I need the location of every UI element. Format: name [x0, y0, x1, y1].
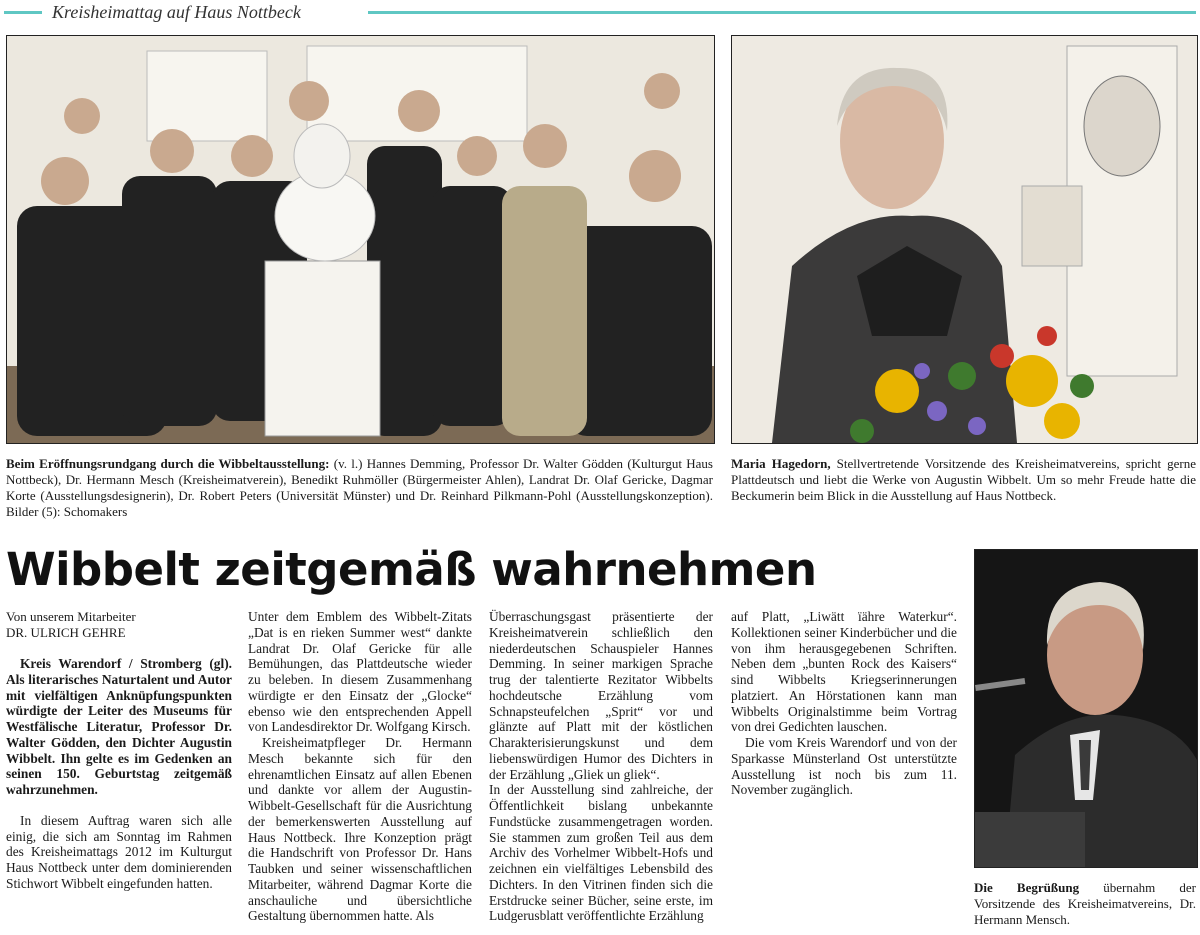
article-column-1 [6, 609, 232, 892]
group-caption-text: (v. l.) Hannes Demming, Professor Dr. Walter Gödden (Kulturgut Haus Nottbeck), Dr. Hermann Mesch (Kreisheimatverein), Benedikt Ruhmöller (Bürgermeister Ahlen), Landrat Dr. Olaf Gericke, Dagmar Korte (Ausstellungsdesignerin), Dr. Robert Peters (Universität Münster) und Dr. Reinhard Pilkmann-Pohl (Ausstellungskonzeption). Bilder (5): Schomakers [6, 456, 713, 519]
headline: Wibbelt zeitgemäß wahrnehmen [6, 543, 817, 596]
article-paragraph-5: Die vom Kreis Warendorf und von der Sparkasse Münsterland Ost unterstützte Ausstellung ist noch bis zum 11. November zugänglich. [731, 735, 957, 798]
article-column-3 [489, 609, 713, 924]
portrait-photo [731, 35, 1198, 444]
article-lead: Kreis Warendorf / Stromberg (gl). Als literarisches Naturtalent und Autor mit vielfältigen Anknüpfungspunkten würdigte der Leiter des Museums für Westfälische Literatur, Professor Dr. Walter Gödden, den Dichter Augustin Wibbelt. Ihn gelte es im Gedenken an seinen 150. Geburtstag zeitgemäß wahrzunehmen. [6, 656, 232, 797]
article-paragraph-4: In der Ausstellung sind zahlreiche, der Öffentlichkeit bislang unbekannte Fundstücke zusammengetragen worden. Sie stammen zum großen Teil aus dem Archiv des Vorhelmer Wibbelt-Hofs und zeichnen ein vielfältiges Lebensbild des Dichters. In den Vitrinen finden sich die Erstdrucke seiner Bücher, seine erste, im Ludgerusblatt veröffentlichte Erzählung [489, 782, 713, 924]
portrait-caption-lead: Maria Hagedorn, [731, 456, 831, 471]
group-caption-lead: Beim Eröffnungsrundgang durch die Wibbeltausstellung: [6, 456, 330, 471]
speaker-photo [974, 549, 1198, 868]
portrait-photo-caption [731, 456, 1196, 504]
article-column-2 [248, 609, 472, 924]
byline-line-1: Von unserem Mitarbeiter [6, 609, 136, 624]
article-paragraph-2: Unter dem Emblem des Wibbelt-Zitats „Dat is en rieken Summer west“ dankte Landrat Dr. Olaf Gericke für alle Bemühungen, das Plattdeutsche wieder zu beleben. In diesem Zusammenhang würdigte er den Einsatz der „Glocke“ ebenso wie den entsprechenden Appell von Landesdirektor Dr. Wolfgang Kirsch. [248, 609, 472, 735]
speaker-caption-lead: Die Begrüßung [974, 880, 1080, 895]
article-paragraph-continued: auf Platt, „Liwätt ïähre Waterkur“. Kollektionen seiner Kinderbücher und die von ihm herausgegebenen Schriften. Neben dem „bunten Rock des Kaisers“ sind Wibbelts Kriegserinnerungen platziert. An Hörstationen kann man Wibbelts Originalstimme beim Vortrag von drei Gedichten lauschen. [731, 609, 957, 735]
group-photo-caption [6, 456, 713, 520]
kicker-rule-right [368, 11, 1196, 14]
speaker-caption-text: übernahm der Vorsitzende des Kreisheimatvereins, Dr. Hermann Mensch. [974, 880, 1196, 927]
article-paragraph-continued: Überraschungsgast präsentierte der Kreisheimatverein schließlich den niederdeutschen Schauspieler Hannes Demming. In seiner markigen Sprache trug der talentierte Rezitator Wibbelts hochdeutsche Erzählung vom Schnapsteufelchen „Sprit“ vor und glänzte auf Platt mit der köstlichen Charakterisierungskunst und dem liebenswürdigen Humor des Dichters in der Erzählung „Gliek un gliek“. [489, 609, 713, 782]
group-photo-icon [7, 36, 714, 443]
portrait-photo-icon [732, 36, 1197, 443]
speaker-photo-caption [974, 880, 1196, 928]
portrait-caption-text: Stellvertretende Vorsitzende des Kreisheimatvereins, spricht gerne Plattdeutsch und liebt die Werke von Augustin Wibbelt. Um so mehr Freude hatte die Beckumerin beim Blick in die Ausstellung auf Haus Nottbeck. [731, 456, 1197, 503]
group-photo [6, 35, 715, 444]
kicker-text: Kreisheimattag auf Haus Nottbeck [52, 2, 301, 22]
speaker-photo-icon [975, 550, 1197, 867]
article-paragraph-3: Kreisheimatpfleger Dr. Hermann Mesch bekannte sich für den ehrenamtlichen Einsatz auf allen Ebenen und dankte vor allem der Augustin-Wibbelt-Gesellschaft für die Ausrichtung der bemerkenswerten Ausstellung auf Haus Nottbeck. Ihre Konzeption prägt die Handschrift von Professor Dr. Hans Taubken und seiner wissenschaftlichen Mitarbeiter, während Dagmar Korte die anschauliche und übersichtliche Gestaltung übernommen hatte. Als [248, 735, 472, 924]
section-kicker [4, 0, 1196, 24]
byline-author: DR. ULRICH GEHRE [6, 625, 126, 640]
article-column-4 [731, 609, 957, 798]
byline [6, 609, 232, 641]
kicker-rule-left [4, 11, 42, 14]
article-paragraph-1: In diesem Auftrag waren sich alle einig, die sich am Sonntag im Rahmen des Kreisheimattags 2012 im Kulturgut Haus Nottbeck unter dem dominierenden Stichwort Wibbelt eingefunden hatten. [6, 812, 232, 891]
